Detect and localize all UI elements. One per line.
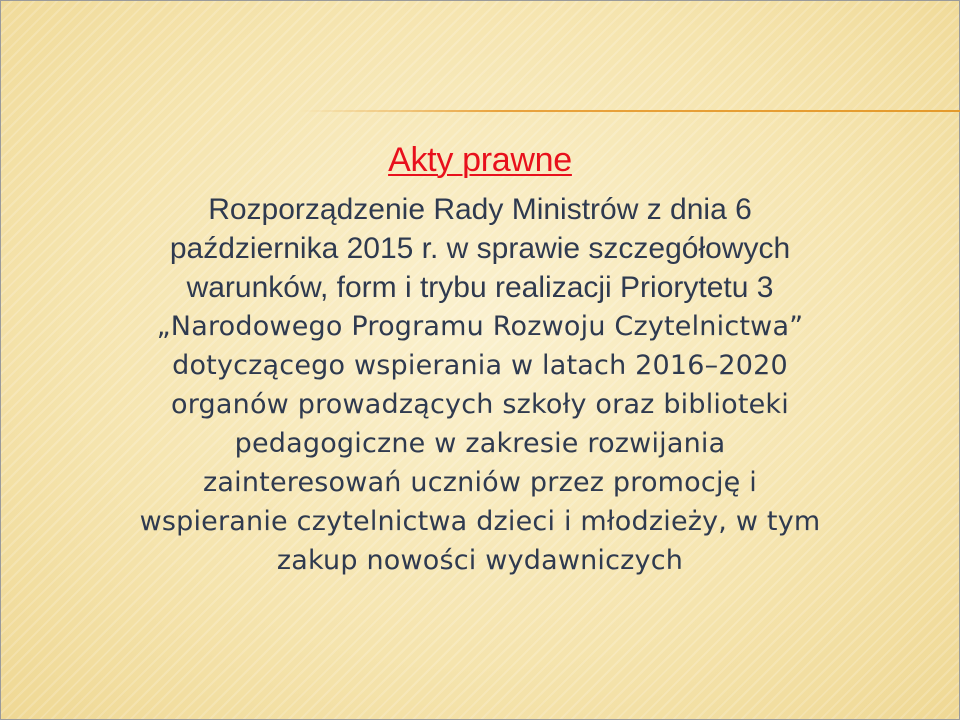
decorative-rule	[300, 110, 960, 112]
body-line-10: zakup nowości wydawniczych	[276, 545, 684, 576]
body-line-2: października 2015 r. w sprawie szczegółowych	[169, 232, 791, 265]
body-line-7: pedagogiczne w zakresie rozwijania	[234, 428, 726, 459]
body-line-8: zainteresowań uczniów przez promocję i	[203, 467, 757, 498]
body-line-3: warunków, form i trybu realizacji Priorytetu 3	[186, 271, 774, 304]
body-line-6: organów prowadzących szkoły oraz biblioteki	[171, 389, 789, 420]
slide-title	[0, 136, 960, 184]
slide-title-text: Akty prawne	[388, 141, 572, 179]
body-line-4: „Narodowego Programu Rozwoju Czytelnictwa”	[156, 311, 804, 342]
body-line-5: dotyczącego wspierania w latach 2016–2020	[172, 350, 788, 381]
body-line-1: Rozporządzenie Rady Ministrów z dnia 6	[208, 193, 752, 226]
body-line-9: wspieranie czytelnictwa dzieci i młodzieży, w tym	[139, 506, 821, 537]
slide-body	[60, 190, 900, 580]
